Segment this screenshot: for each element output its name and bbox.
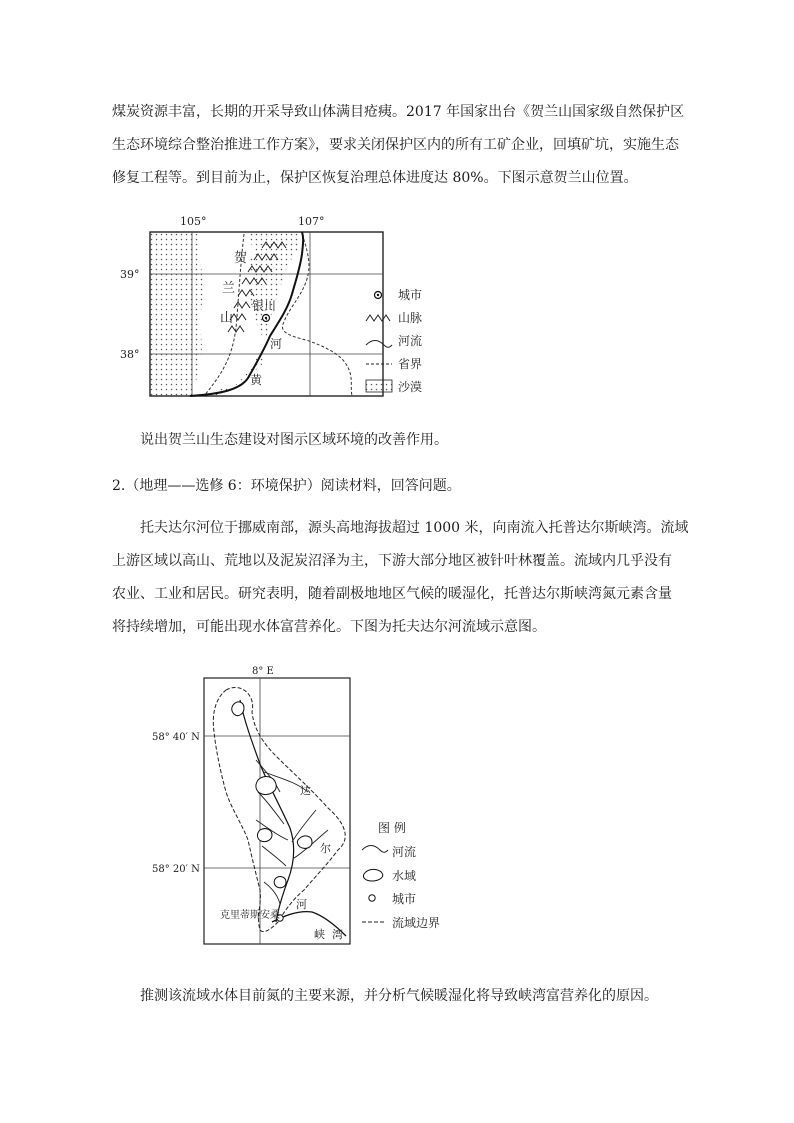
legend-label: 省界 (398, 357, 423, 371)
fjord-name-char: 湾 (332, 928, 343, 941)
legend-label: 流域边界 (392, 916, 441, 930)
main-river (240, 700, 294, 922)
helan-mountain-map (120, 208, 470, 408)
city-label: 克里蒂斯安桑 (220, 910, 280, 921)
legend-label: 沙漠 (398, 380, 423, 394)
desert-area (198, 232, 300, 396)
legend-label: 城市 (392, 892, 417, 906)
legend-label: 河流 (392, 845, 417, 859)
water-legend-icon (363, 869, 382, 881)
intro-line: 修复工程等。到目前为止，保护区恢复治理总体进度达 80%。下图示意贺兰山位置。 (112, 170, 638, 186)
map2-legend (362, 820, 440, 930)
mountain-legend-icon (366, 315, 390, 321)
question-text: 推测该流域水体目前氮的主要来源，并分析气候暖湿化将导致峡湾富营养化的原因。 (140, 988, 658, 1004)
river-legend-icon (366, 341, 392, 348)
legend-title: 图 例 (378, 821, 406, 835)
city-label: 银川 (252, 299, 277, 313)
intro-line: 煤炭资源丰富，长期的开采导致山体满目疮痍。2017 年国家出台《贺兰山国家级自然保护区 (112, 104, 685, 120)
material-2-paragraph (112, 512, 689, 644)
material-line: 上游区域以高山、荒地以及泥炭沼泽为主，下游大部分地区被针叶林覆盖。流域内几乎没有 (112, 553, 672, 569)
map-frame (204, 678, 350, 944)
longitude-label: 107° (298, 215, 325, 228)
province-boundary (282, 234, 352, 396)
river-name-char: 河 (270, 337, 283, 351)
legend-label: 水域 (392, 869, 417, 883)
question-text: 说出贺兰山生态建设对图示区域环境的改善作用。 (140, 432, 448, 448)
legend-label: 河流 (398, 334, 423, 348)
longitude-label: 105° (180, 215, 207, 228)
latitude-label: 58° 20′ N (152, 864, 200, 875)
city-legend-icon (369, 895, 375, 901)
river-name-char: 达 (300, 784, 311, 797)
material-line: 将持续增加，可能出现水体富营养化。下图为托夫达尔河流域示意图。 (112, 619, 546, 635)
intro-paragraph (112, 96, 685, 195)
section-2-title (112, 470, 682, 503)
mountain-name-char: 贺 (234, 251, 248, 266)
river-name-char: 尔 (320, 842, 331, 855)
mountain-name-char: 山 (220, 311, 234, 326)
legend-label: 城市 (398, 288, 423, 302)
question-2 (112, 980, 710, 1013)
intro-line: 生态环境综合整治推进工作方案》，要求关闭保护区内的所有工矿企业，回填矿坑，实施生态 (112, 137, 679, 153)
desert-legend-icon (366, 380, 392, 392)
river-name-char: 黄 (250, 373, 263, 387)
material-line: 农业、工业和居民。研究表明，随着副极地地区气候的暖湿化，托普达尔斯峡湾氮元素含量 (112, 586, 672, 602)
question-1 (112, 424, 710, 457)
section-title-text: 2.（地理——选修 6：环境保护）阅读材料，回答问题。 (112, 478, 461, 494)
map1-legend (366, 288, 422, 394)
longitude-label: 8° E (252, 666, 274, 677)
river-name-char: 河 (296, 898, 307, 911)
fjord-name-char: 峡 (314, 928, 325, 941)
legend-label: 山脉 (398, 311, 423, 325)
tovdal-river-map (152, 660, 460, 950)
mountain-name-char: 兰 (222, 281, 236, 296)
river-legend-icon (362, 846, 388, 853)
latitude-label: 39° (120, 268, 140, 281)
latitude-label: 58° 40′ N (152, 732, 200, 743)
basin-boundary (213, 687, 345, 931)
latitude-label: 38° (120, 348, 140, 361)
material-line: 托夫达尔河位于挪威南部，源头高地海拔超过 1000 米，向南流入托普达尔斯峡湾。流域 (140, 520, 689, 536)
desert-area (150, 232, 204, 396)
